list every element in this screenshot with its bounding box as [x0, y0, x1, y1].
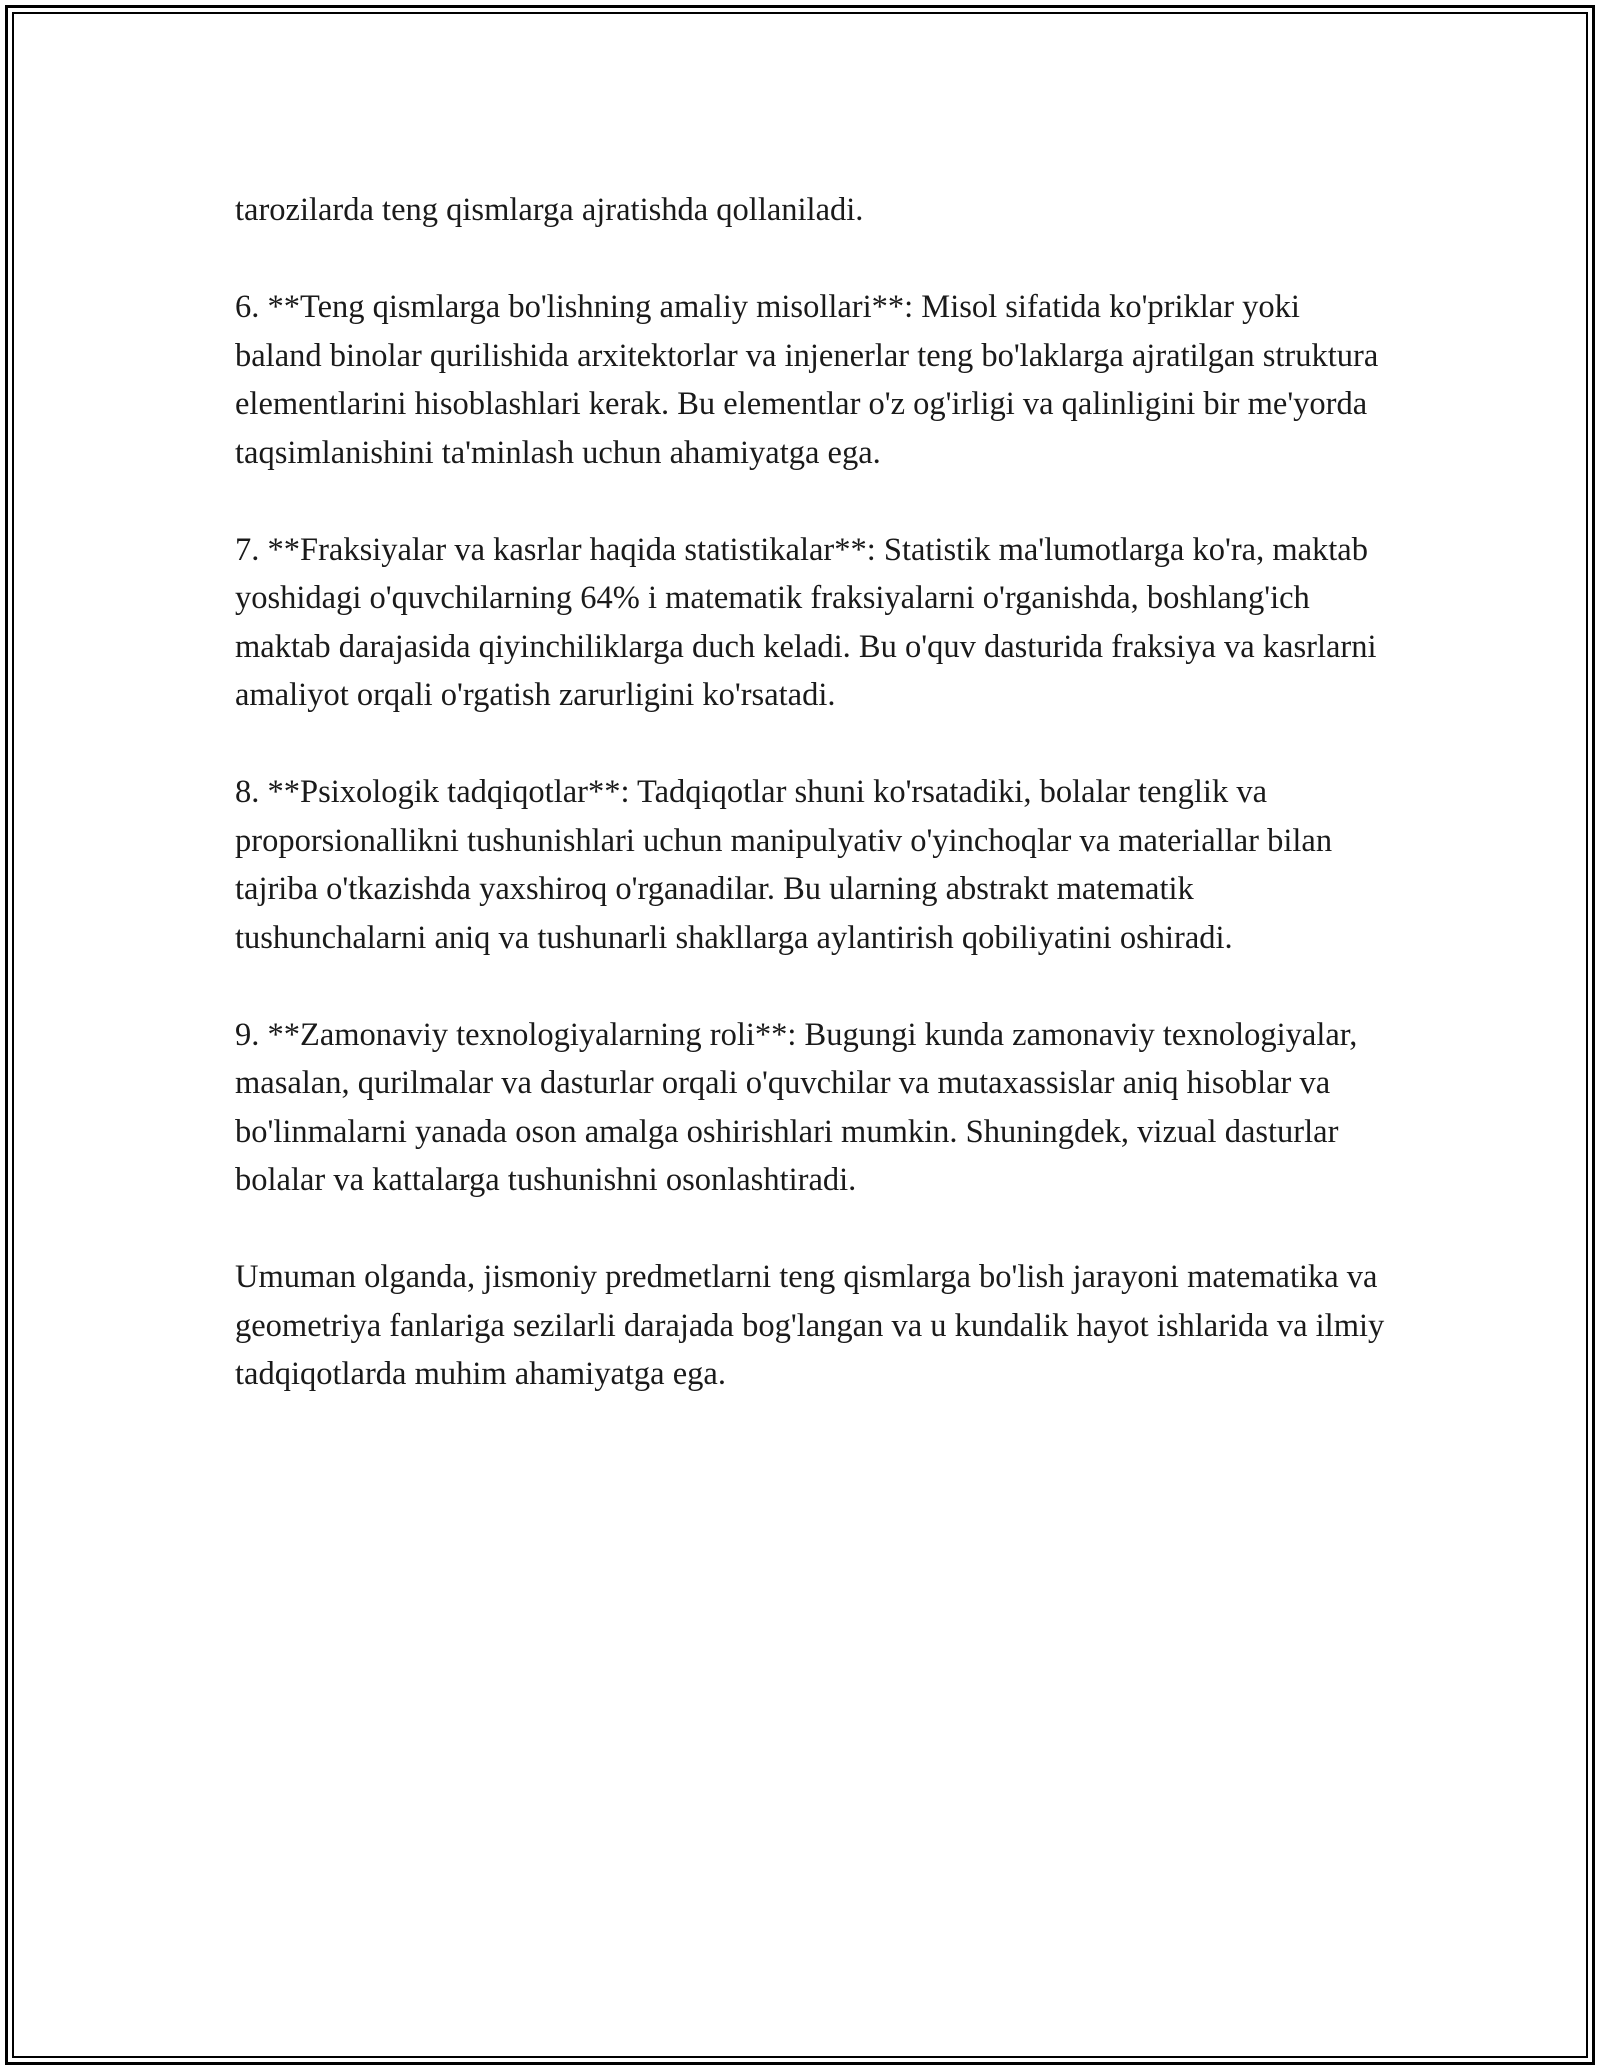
paragraph-item-6: 6. **Teng qismlarga bo'lishning amaliy misollari**: Misol sifatida ko'priklar yoki baland binolar qurilishida arxitektorlar va injenerlar teng bo'laklarga ajratilgan struktura elementlarini hisoblashlari kerak. Bu elementlar o'z og'irligi va qalinligini bir me'yorda taqsimlanishini ta'minlash uchun ahamiyatga ega.: [235, 289, 1379, 471]
paragraph-continuation: tarozilarda teng qismlarga ajratishda qollaniladi.: [235, 192, 864, 228]
paragraph-item-8: 8. **Psixologik tadqiqotlar**: Tadqiqotlar shuni ko'rsatadiki, bolalar tenglik va proporsionallikni tushunishlari uchun manipulyativ o'yinchoqlar va materiallar bilan tajriba o'tkazishda yaxshiroq o'rganadilar. Bu ularning abstrakt matematik tushunchalarni aniq va tushunarli shakllarga aylantirish qobiliyatini oshiradi.: [235, 774, 1333, 956]
paragraph-item-7: 7. **Fraksiyalar va kasrlar haqida statistikalar**: Statistik ma'lumotlarga ko'ra, maktab yoshidagi o'quvchilarning 64% i matematik fraksiyalarni o'rganishda, boshlang'ich maktab darajasida qiyinchiliklarga duch keladi. Bu o'quv dasturida fraksiya va kasrlarni amaliyot orqali o'rgatish zarurligini ko'rsatadi.: [235, 531, 1377, 713]
document-body: [235, 186, 1385, 1447]
paragraph-item-9: 9. **Zamonaviy texnologiyalarning roli**: Bugungi kunda zamonaviy texnologiyalar, masalan, qurilmalar va dasturlar orqali o'quvchilar va mutaxassislar aniq hisoblar va bo'linmalarni yanada oson amalga oshirishlari mumkin. Shuningdek, vizual dasturlar bolalar va kattalarga tushunishni osonlashtiradi.: [235, 1016, 1358, 1198]
paragraph-conclusion: Umuman olganda, jismoniy predmetlarni teng qismlarga bo'lish jarayoni matematika va geometriya fanlariga sezilarli darajada bog'langan va u kundalik hayot ishlarida va ilmiy tadqiqotlarda muhim ahamiyatga ega.: [235, 1259, 1385, 1392]
